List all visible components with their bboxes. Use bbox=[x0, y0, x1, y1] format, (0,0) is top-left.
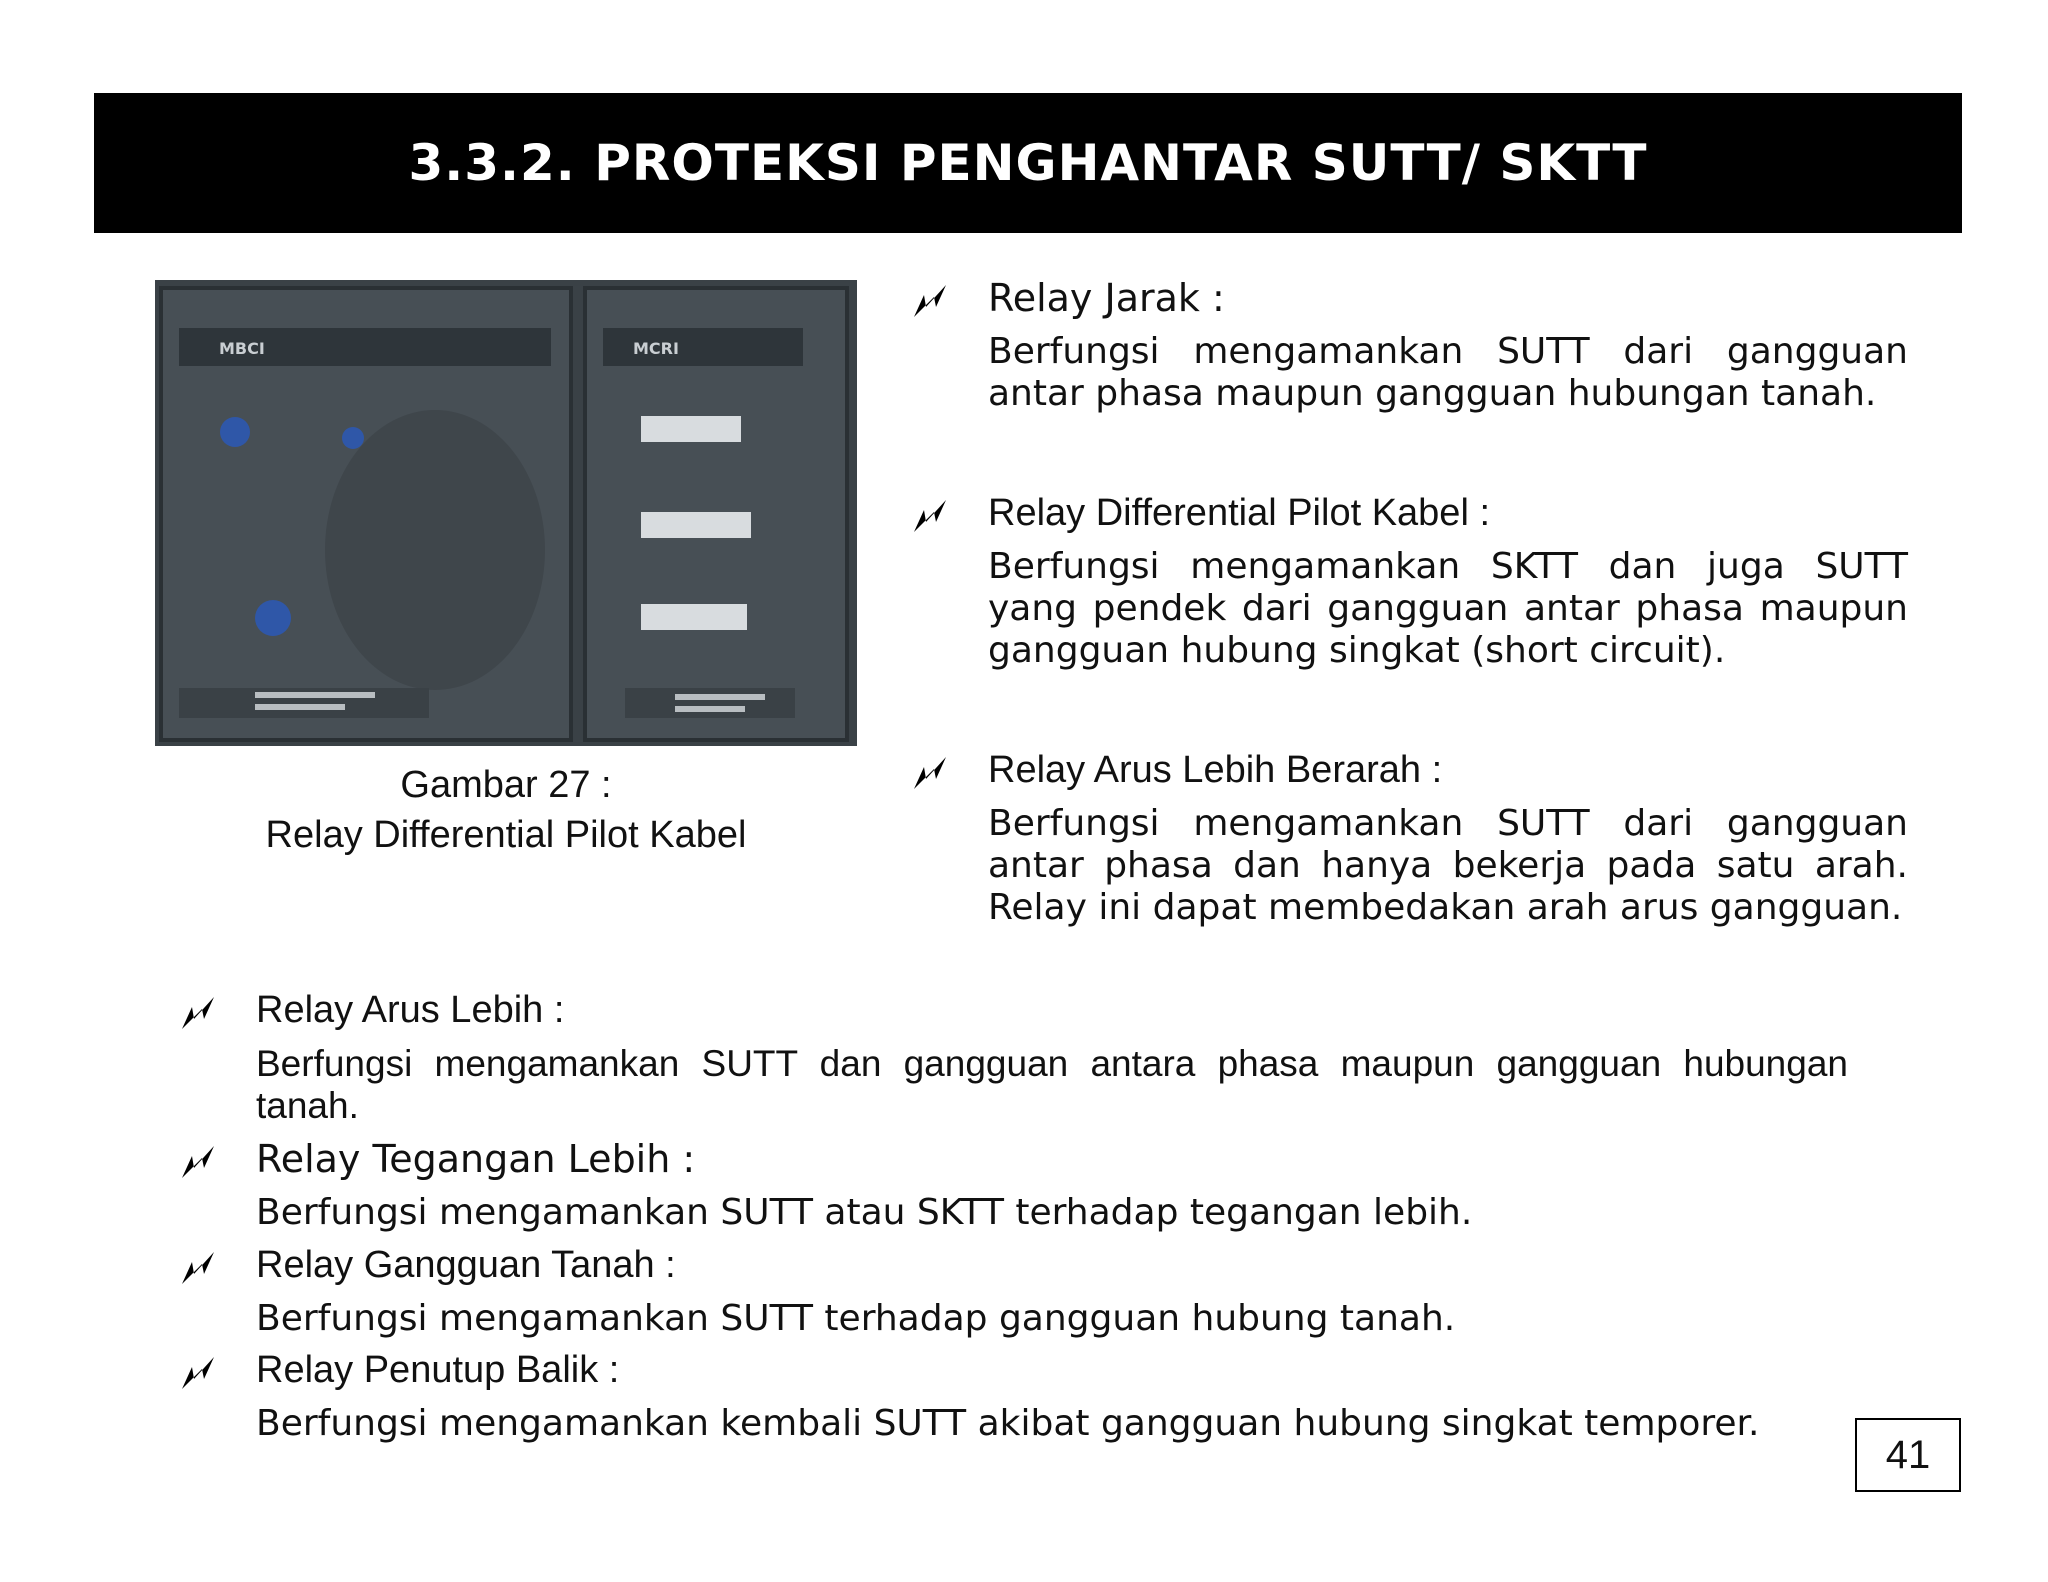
item-desc: Berfungsi mengamankan SUTT dan gangguan antara phasa maupun gangguan hubungan tanah. bbox=[256, 1043, 1848, 1126]
caption-text: Relay Differential Pilot Kabel bbox=[265, 814, 747, 856]
item-title: Relay Differential Pilot Kabel : bbox=[988, 492, 1490, 534]
list-item bbox=[256, 1136, 1856, 1234]
title-bar bbox=[94, 93, 1962, 233]
lightning-bolt-icon bbox=[178, 993, 218, 1033]
item-desc: Berfungsi mengamankan SUTT terhadap gangguan hubung tanah. bbox=[256, 1298, 1456, 1339]
item-desc: Berfungsi mengamankan SUTT dari gangguan antar phasa maupun gangguan hubungan tanah. bbox=[988, 331, 1908, 414]
item-desc: Berfungsi mengamankan SUTT atau SKTT terhadap tegangan lebih. bbox=[256, 1192, 1473, 1233]
list-item bbox=[988, 490, 1908, 672]
list-item bbox=[256, 1347, 1816, 1445]
lightning-bolt-icon bbox=[910, 496, 950, 536]
lightning-bolt-icon bbox=[178, 1142, 218, 1182]
lightning-bolt-icon bbox=[910, 753, 950, 793]
item-desc: Berfungsi mengamankan SKTT dan juga SUTT yang pendek dari gangguan antar phasa maupun gangguan hubung singkat (short circuit). bbox=[988, 546, 1908, 671]
page-number: 41 bbox=[1855, 1418, 1961, 1492]
item-desc: Berfungsi mengamankan kembali SUTT akibat gangguan hubung singkat temporer. bbox=[256, 1403, 1760, 1444]
page-title: 3.3.2. PROTEKSI PENGHANTAR SUTT/ SKTT bbox=[408, 134, 1648, 192]
item-title: Relay Arus Lebih : bbox=[256, 989, 565, 1031]
item-title: Relay Jarak : bbox=[988, 276, 1225, 320]
list-item bbox=[988, 747, 1908, 929]
list-item bbox=[256, 987, 1848, 1127]
list-item bbox=[256, 1242, 1856, 1340]
lightning-bolt-icon bbox=[178, 1353, 218, 1393]
item-title: Relay Gangguan Tanah : bbox=[256, 1244, 676, 1286]
item-title: Relay Tegangan Lebih : bbox=[256, 1137, 696, 1181]
mcri-label: MCRI bbox=[633, 339, 679, 358]
figure-caption bbox=[155, 760, 857, 860]
relay-photo-graphic bbox=[155, 280, 857, 746]
relay-photo bbox=[155, 280, 857, 746]
lightning-bolt-icon bbox=[910, 281, 950, 321]
item-desc: Berfungsi mengamankan SUTT dari gangguan antar phasa dan hanya bekerja pada satu arah. Relay ini dapat membedakan arah arus gangguan. bbox=[988, 803, 1908, 928]
mbci-label: MBCI bbox=[219, 339, 265, 358]
lightning-bolt-icon bbox=[178, 1248, 218, 1288]
item-title: Relay Penutup Balik : bbox=[256, 1349, 620, 1391]
list-item bbox=[988, 275, 1908, 415]
item-title: Relay Arus Lebih Berarah : bbox=[988, 749, 1443, 791]
caption-number: Gambar 27 : bbox=[400, 764, 612, 806]
